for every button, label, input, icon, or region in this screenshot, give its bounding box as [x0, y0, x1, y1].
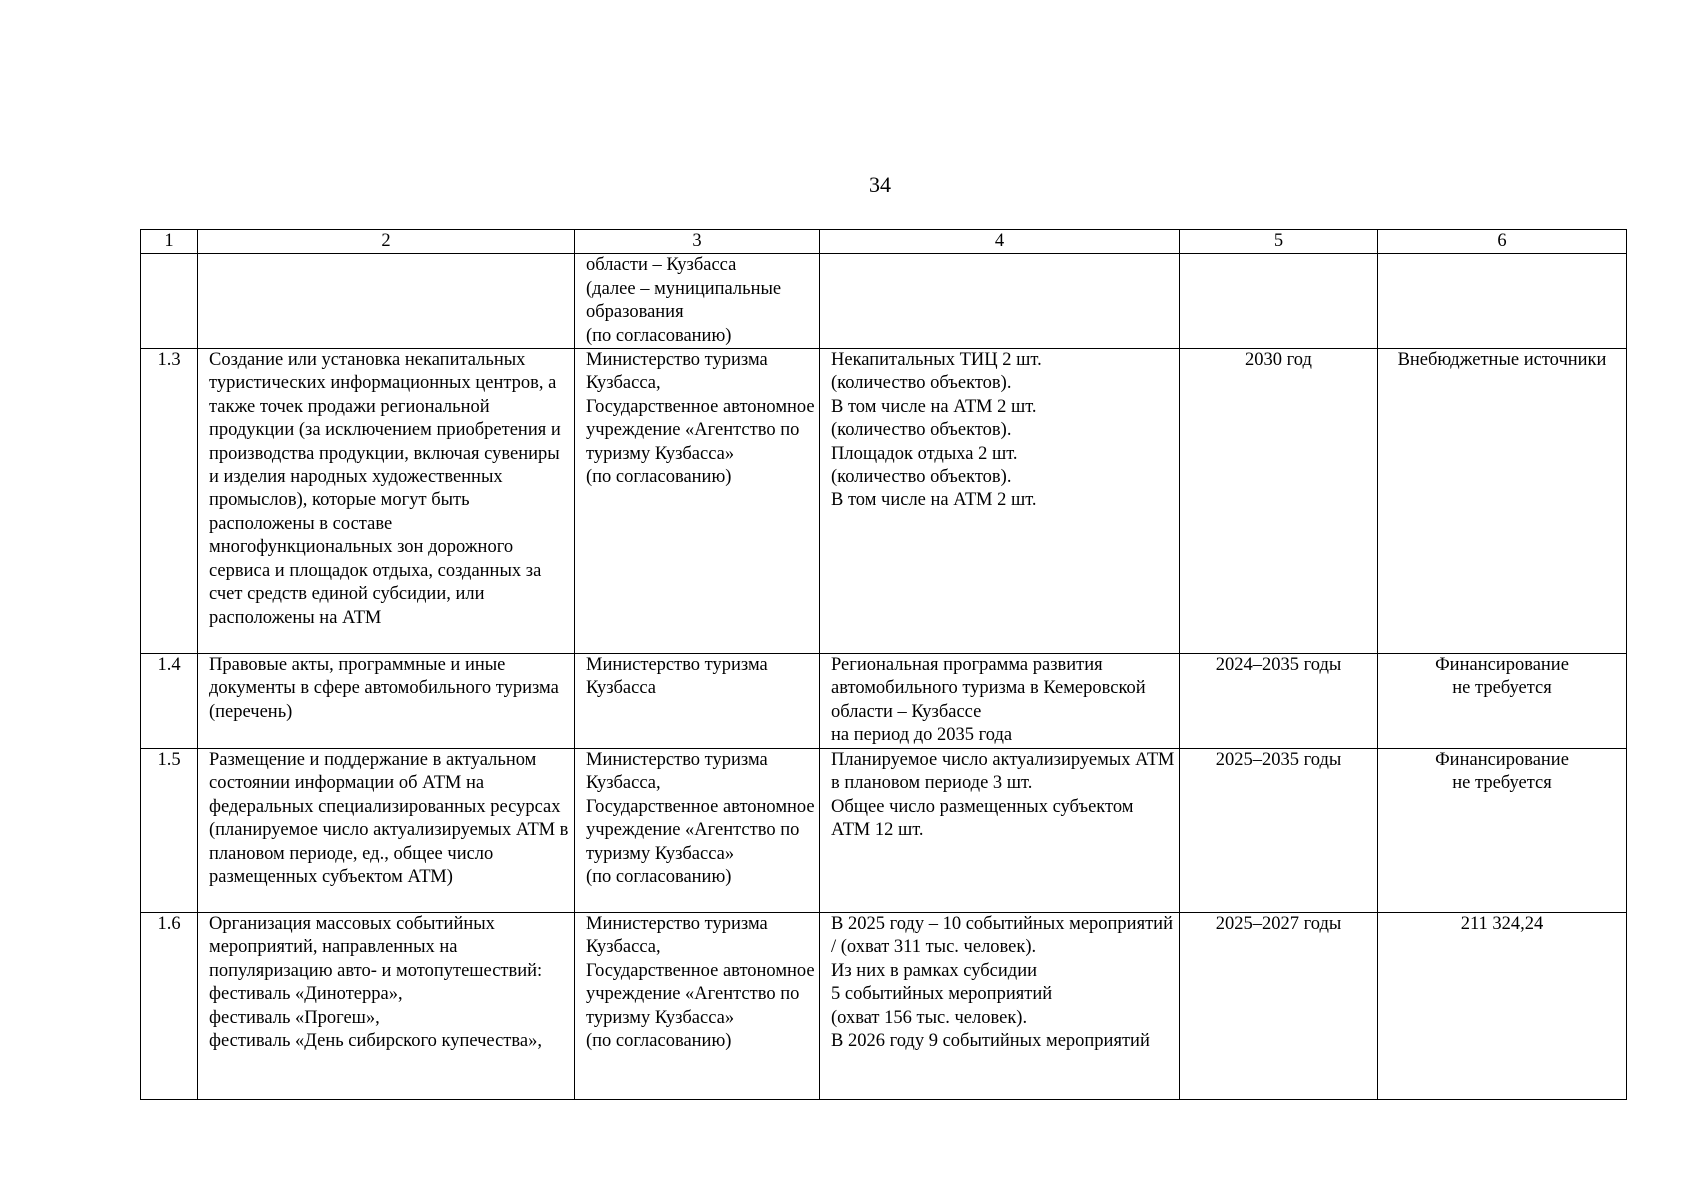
funding-cell: [1378, 254, 1627, 349]
row-number: 1.4: [141, 654, 198, 749]
activity-cell: Организация массовых событийных мероприятий, направленных на популяризацию авто- и мотопутешествий: фестиваль «Динотерра», фестиваль «Прогеш», фестиваль «День сибирского купечества»,: [198, 913, 575, 1100]
result-cell: В 2025 году – 10 событийных мероприятий / (охват 311 тыс. человек). Из них в рамках субсидии 5 событийных мероприятий (охват 156 тыс. человек). В 2026 году 9 событийных мероприятий: [820, 913, 1180, 1100]
period-cell: 2025–2027 годы: [1180, 913, 1378, 1100]
row-number: 1.3: [141, 349, 198, 654]
funding-cell: Внебюджетные источники: [1378, 349, 1627, 654]
activity-cell: [198, 254, 575, 349]
result-cell: Региональная программа развития автомобильного туризма в Кемеровской области – Кузбассе на период до 2035 года: [820, 654, 1180, 749]
table-row: [141, 749, 1627, 913]
period-cell: 2025–2035 годы: [1180, 749, 1378, 913]
responsible-cell: Министерство туризма Кузбасса, Государственное автономное учреждение «Агентство по туризму Кузбасса» (по согласованию): [575, 913, 820, 1100]
column-header-5: 5: [1180, 230, 1378, 254]
row-number: [141, 254, 198, 349]
column-header-6: 6: [1378, 230, 1627, 254]
row-number: 1.5: [141, 749, 198, 913]
activity-cell: Создание или установка некапитальных туристических информационных центров, а также точек продажи региональной продукции (за исключением приобретения и производства продукции, включая сувениры и изделия народных художественных промыслов), которые могут быть расположены в составе многофункциональных зон дорожного сервиса и площадок отдыха, созданных за счет средств единой субсидии, или расположены на АТМ: [198, 349, 575, 654]
funding-cell: 211 324,24: [1378, 913, 1627, 1100]
table-row: [141, 254, 1627, 349]
table-row: [141, 654, 1627, 749]
result-cell: Некапитальных ТИЦ 2 шт. (количество объектов). В том числе на АТМ 2 шт. (количество объектов). Площадок отдыха 2 шт. (количество объектов). В том числе на АТМ 2 шт.: [820, 349, 1180, 654]
column-header-1: 1: [141, 230, 198, 254]
funding-cell: Финансирование не требуется: [1378, 749, 1627, 913]
period-cell: 2024–2035 годы: [1180, 654, 1378, 749]
table-row: [141, 913, 1627, 1100]
column-header-3: 3: [575, 230, 820, 254]
responsible-cell: Министерство туризма Кузбасса, Государственное автономное учреждение «Агентство по туризму Кузбасса» (по согласованию): [575, 749, 820, 913]
measures-table: [140, 229, 1627, 1100]
result-cell: Планируемое число актуализируемых АТМ в плановом периоде 3 шт. Общее число размещенных субъектом АТМ 12 шт.: [820, 749, 1180, 913]
activity-cell: Размещение и поддержание в актуальном состоянии информации об АТМ на федеральных специализированных ресурсах (планируемое число актуализируемых АТМ в плановом периоде, ед., общее число размещенных субъектом АТМ): [198, 749, 575, 913]
responsible-cell: области – Кузбасса (далее – муниципальные образования (по согласованию): [575, 254, 820, 349]
table-row: [141, 349, 1627, 654]
result-cell: [820, 254, 1180, 349]
responsible-cell: Министерство туризма Кузбасса: [575, 654, 820, 749]
row-number: 1.6: [141, 913, 198, 1100]
period-cell: 2030 год: [1180, 349, 1378, 654]
column-header-2: 2: [198, 230, 575, 254]
period-cell: [1180, 254, 1378, 349]
column-header-4: 4: [820, 230, 1180, 254]
activity-cell: Правовые акты, программные и иные документы в сфере автомобильного туризма (перечень): [198, 654, 575, 749]
page-number: 34: [869, 172, 891, 197]
table-header-row: [141, 230, 1627, 254]
responsible-cell: Министерство туризма Кузбасса, Государственное автономное учреждение «Агентство по туризму Кузбасса» (по согласованию): [575, 349, 820, 654]
funding-cell: Финансирование не требуется: [1378, 654, 1627, 749]
